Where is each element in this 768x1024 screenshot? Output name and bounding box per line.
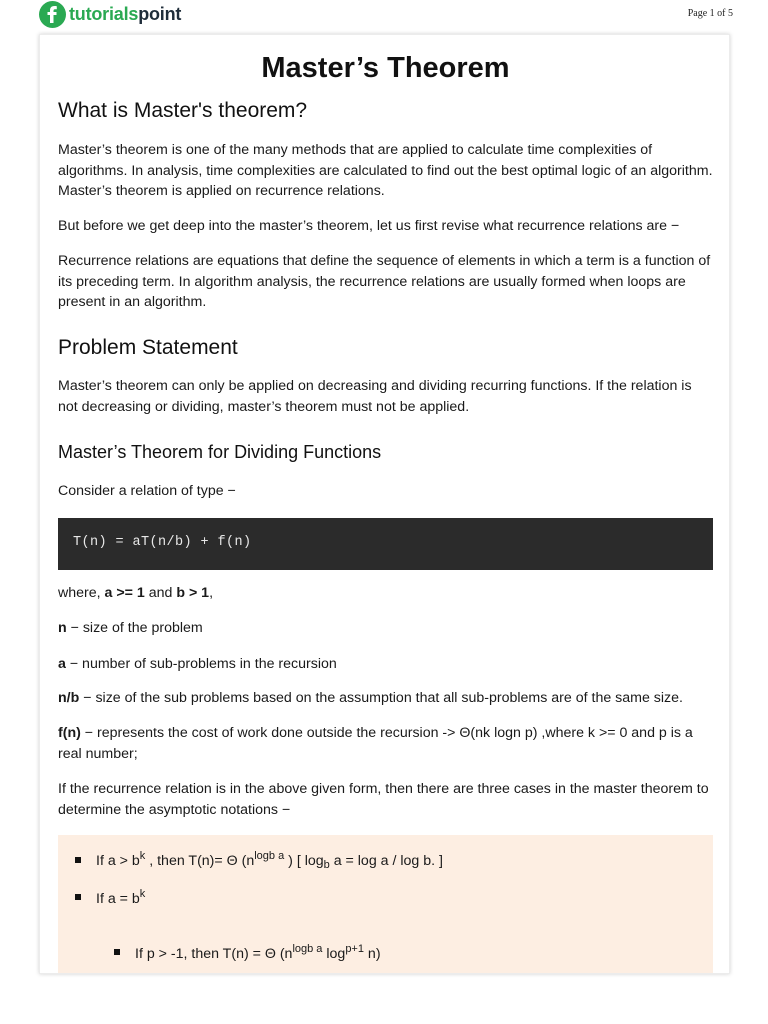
intro-paragraph: Master’s theorem is one of the many methods that are applied to calculate time complexities of algorithms. In analysis, time complexities are calculated to find out the best optimal logic of an algorithm. Master’s theorem is applied on recurrence relations. [58,142,713,199]
square-bullet-icon [75,857,81,863]
page-title: Master’s Theorem [261,52,510,84]
code-text: T(n) = aT(n/b) + f(n) [73,535,252,550]
square-bullet-icon [75,894,81,900]
three-cases-paragraph: If the recurrence relation is in the above given form, then there are three cases in the master theorem to determine the asymptotic notations − [58,781,709,818]
recurrence-paragraph: Recurrence relations are equations that define the sequence of elements in which a term is a function of its preceding term. In algorithm analysis, the recurrence relations are usually formed when loops are present in an algorithm. [58,253,711,310]
revise-paragraph: But before we get deep into the master’s theorem, let us first revise what recurrence relations are − [58,218,680,234]
definition-f: f(n) − represents the cost of work done outside the recursion -> Θ(nk logn p) ,where k >= 0 and p is a real number; [58,725,693,762]
case-1: If $a > b^k$ , then T(n)= Θ ($n^{logb a}$ ) [ $\log_b a = \log a / \log b$. ] [96,850,443,871]
consider-paragraph: Consider a relation of type − [58,483,236,499]
section-heading-problem-statement: Problem Statement [58,336,238,359]
page-header [0,0,768,30]
document-page [39,34,730,974]
definition-a: a − number of sub-problems in the recursion [58,656,337,672]
definition-n-over-b: n/b − size of the sub problems based on the assumption that all sub-problems are of the same size. [58,690,683,706]
code-block[interactable] [58,518,713,570]
section-heading-what-is: What is Master's theorem? [58,99,308,122]
logo-wordmark: tutorialspoint [69,4,182,24]
tutorialspoint-logo[interactable] [39,1,181,28]
section-heading-dividing-functions: Master’s Theorem for Dividing Functions [58,442,382,462]
where-line: where, a >= 1 and b > 1, [58,585,214,601]
square-bullet-icon [114,949,120,955]
problem-paragraph: Master’s theorem can only be applied on decreasing and dividing recurring functions. If the relation is not decreasing or dividing, master’s theorem must not be applied. [58,378,692,415]
definition-n: n − size of the problem [58,620,203,636]
case-2: If $a = b^k$ [96,888,146,907]
page-number: Page 1 of 5 [687,8,733,19]
logo-icon [39,1,66,28]
cases-box [58,835,713,974]
case-2-1: If p > -1, then T(n) = Θ ($n^{logb a}$ $\log^{p+1} n$) [135,943,381,962]
